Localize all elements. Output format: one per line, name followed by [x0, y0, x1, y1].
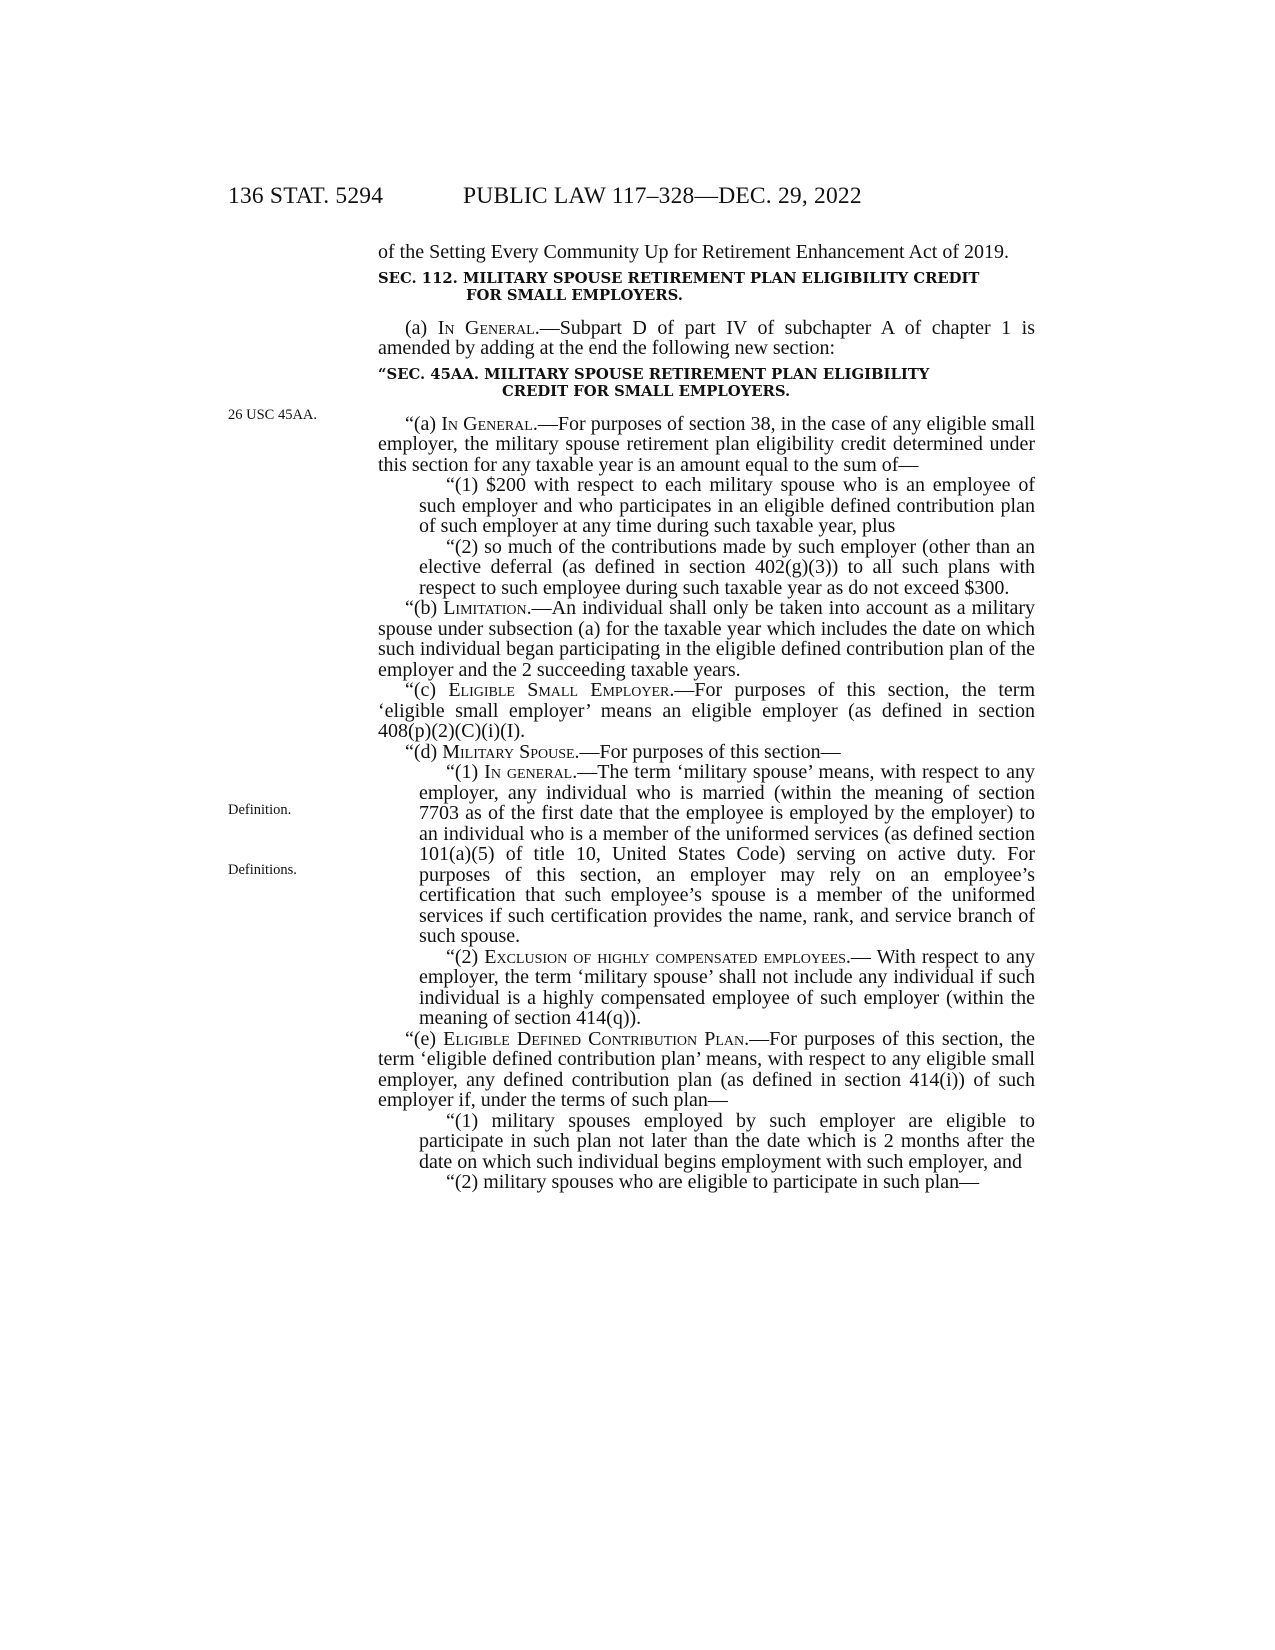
quoted-paragraph-d1-open: “(1): [446, 761, 485, 783]
quoted-subsection-e-heading: Eligible Defined Contribution Plan: [443, 1027, 745, 1050]
document-body: [378, 242, 1035, 1193]
quoted-subsection-d-open: “(d): [405, 740, 443, 763]
subsection-a-open: (a): [405, 316, 438, 339]
quoted-paragraph-e2: “(2) military spouses who are eligible to participate in such plan—: [446, 1171, 980, 1193]
margin-note-definition: Definition.: [228, 802, 292, 818]
quoted-subsection-b-text: .—An individual shall only be taken into account as a military spouse under subsection (a) for the taxable year which includes the date on which such individual began participating in the eligible defined contribution plan of the employer and the 2 succeeding taxable years.: [378, 597, 1035, 681]
subsection-a: [378, 318, 1035, 359]
subsection-a-text: .—Subpart D of part IV of subchapter A of chapter 1 is amended by adding at the end the following new section:: [378, 316, 1035, 359]
quoted-paragraph-a1: “(1) $200 with respect to each military spouse who is an employee of such employer and who participates in an eligible defined contribution plan of such employer at any time during such taxable year, plus: [419, 474, 1035, 537]
quoted-subsection-a-heading: In General: [441, 412, 533, 435]
quoted-paragraph-d1-heading: In general: [484, 761, 573, 783]
quoted-subsection-b: [378, 598, 1035, 680]
page-stat-citation: 136 STAT. 5294: [228, 183, 384, 209]
quoted-paragraph-a2: “(2) so much of the contributions made by such employer (other than an elective deferral (as defined in section 402(g)(3)) to all such plans with respect to such employee during such taxable year as do not exceed $300.: [419, 535, 1035, 599]
quoted-paragraph-d2: [378, 947, 1035, 1029]
subsection-a-heading: In General: [437, 316, 535, 339]
quoted-subsection-e: [378, 1029, 1035, 1111]
quoted-subsection-d-text: .—For purposes of this section—: [574, 740, 841, 763]
section-45aa-heading: [378, 366, 1035, 401]
section-45aa-heading-line2: CREDIT FOR SMALL EMPLOYERS.: [502, 383, 791, 400]
quoted-subsection-c: [378, 680, 1035, 742]
section-112-heading-line2: FOR SMALL EMPLOYERS.: [466, 287, 683, 304]
quoted-paragraph-d2-text: .— With respect to any employer, the term ‘military spouse’ shall not include any individual if such individual is a highly compensated employee of such employer (within the meaning of section 414(q)).: [419, 945, 1035, 1029]
quoted-paragraph-d2-heading: Exclusion of highly compensated employees: [484, 945, 846, 968]
quoted-subsection-d-heading: Military Spouse: [442, 740, 575, 763]
quoted-subsection-e-open: “(e): [405, 1027, 444, 1050]
margin-note-usc: 26 USC 45AA.: [228, 407, 318, 423]
quoted-subsection-a: [378, 414, 1035, 476]
quoted-subsection-b-heading: Limitation: [443, 597, 527, 619]
quoted-subsection-c-text: .—For purposes of this section, the term ‘eligible small employer’ means an eligible employer (as defined in section 408(p)(2)(C)(i)(I).: [378, 679, 1035, 742]
margin-note-definitions: Definitions.: [228, 862, 297, 878]
intro-paragraph: of the Setting Every Community Up for Retirement Enhancement Act of 2019.: [378, 241, 1009, 263]
section-112-heading-line1: SEC. 112. MILITARY SPOUSE RETIREMENT PLAN ELIGIBILITY CREDIT: [378, 269, 980, 287]
quoted-paragraph-e1: “(1) military spouses employed by such employer are eligible to participate in such plan not later than the date which is 2 months after the date on which such individual begins employment with such employer, and: [419, 1109, 1035, 1173]
section-45aa-heading-line1: “SEC. 45AA. MILITARY SPOUSE RETIREMENT PLAN ELIGIBILITY: [378, 365, 930, 383]
section-112-heading: [378, 270, 1035, 305]
running-header-law: PUBLIC LAW 117–328—DEC. 29, 2022: [463, 183, 862, 209]
quoted-subsection-c-open: “(c): [405, 679, 449, 701]
quoted-paragraph-d2-open: “(2): [446, 945, 485, 968]
quoted-subsection-a-text: .—For purposes of section 38, in the case of any eligible small employer, the military spouse retirement plan eligibility credit determined under this section for any taxable year is an amount equal to the sum of—: [378, 412, 1035, 476]
quoted-subsection-c-heading: Eligible Small Employer: [448, 679, 670, 701]
quoted-subsection-e-text: .—For purposes of this section, the term ‘eligible defined contribution plan’ means, with respect to any eligible small employer, any defined contribution plan (as defined in section 414(i)) of such employer if, under the terms of such plan—: [378, 1027, 1035, 1111]
quoted-subsection-b-open: “(b): [405, 597, 444, 619]
quoted-paragraph-d1-text: .—The term ‘military spouse’ means, with respect to any employer, any individual who is married (within the meaning of section 7703 as of the first date that the employee is employed by the employer) to an individual who is a member of the uniformed services (as defined section 101(a)(5) of title 10, United States Code) serving on active duty. For purposes of this section, an employer may rely on an employee’s certification that such employee’s spouse is a member of the uniformed services if such certification provides the name, rank, and service branch of such spouse.: [419, 761, 1035, 947]
quoted-subsection-a-open: “(a): [405, 412, 442, 435]
quoted-subsection-d: [378, 742, 1035, 763]
quoted-paragraph-d1: [378, 762, 1035, 947]
